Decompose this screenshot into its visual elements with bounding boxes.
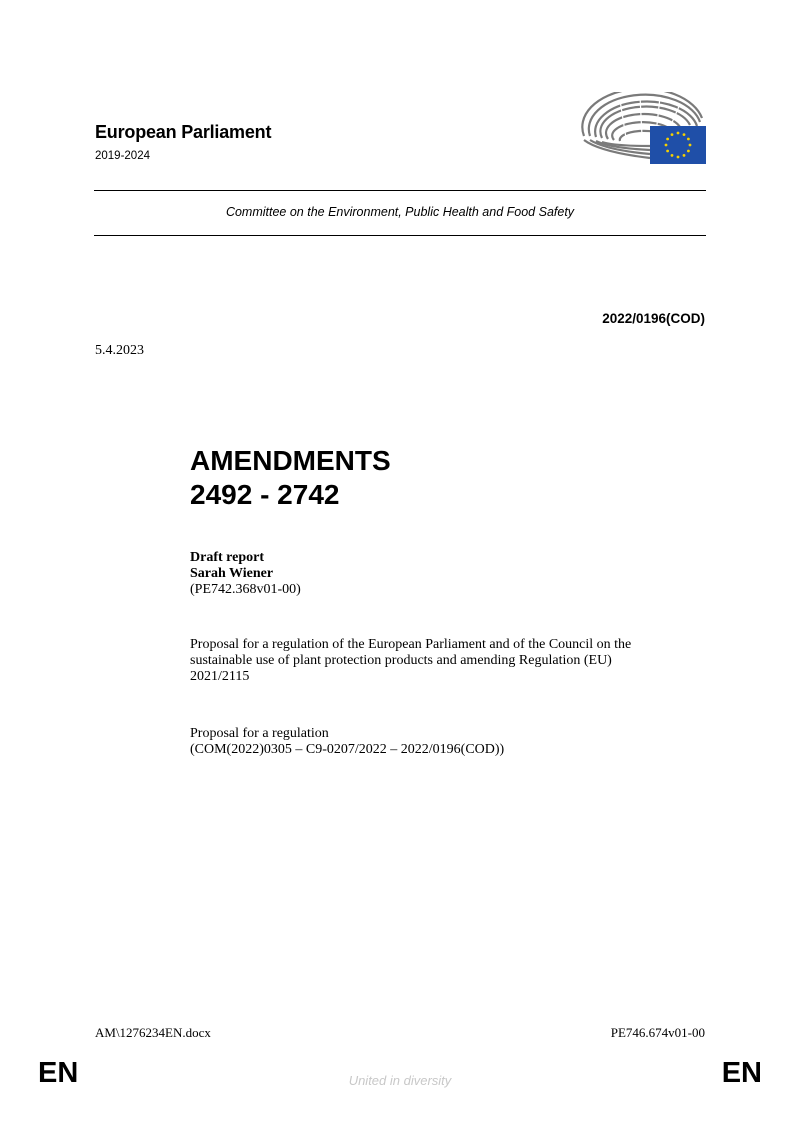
proposal-reference [190,726,504,758]
footer-file-name: AM\1276234EN.docx [95,1025,211,1040]
footer-pe-number: PE746.674v01-00 [610,1025,705,1040]
procedure-reference: 2022/0196(COD) [602,311,705,326]
rapporteur: Sarah Wiener [190,566,274,581]
language-code-left: EN [38,1057,79,1089]
institution-name: European Parliament [95,122,272,142]
document-date: 5.4.2023 [95,343,144,358]
european-parliament-logo-icon [580,92,706,164]
proposal-short-line-1: Proposal for a regulation [190,726,329,741]
committee-name: Committee on the Environment, Public Health and Food Safety [225,205,575,219]
proposal-line-2: sustainable use of plant protection products and amending Regulation (EU) [190,653,612,668]
report-type: Draft report [190,550,264,565]
parliamentary-term: 2019-2024 [95,150,150,162]
header-rule-bottom [94,235,706,236]
language-code-right: EN [721,1057,762,1089]
footer-motto: United in diversity [348,1073,452,1088]
proposal-line-3: 2021/2115 [190,669,250,684]
proposal-title [190,637,710,685]
document-title [190,444,391,512]
report-block [190,550,301,598]
proposal-short-line-2: (COM(2022)0305 – C9-0207/2022 – 2022/0196(COD)) [190,742,505,757]
header-rule-top [94,190,706,191]
title-line-2: 2492 - 2742 [190,479,340,510]
title-line-1: AMENDMENTS [190,445,391,476]
proposal-line-1: Proposal for a regulation of the European Parliament and of the Council on the [190,637,632,652]
report-reference: (PE742.368v01-00) [190,582,301,597]
